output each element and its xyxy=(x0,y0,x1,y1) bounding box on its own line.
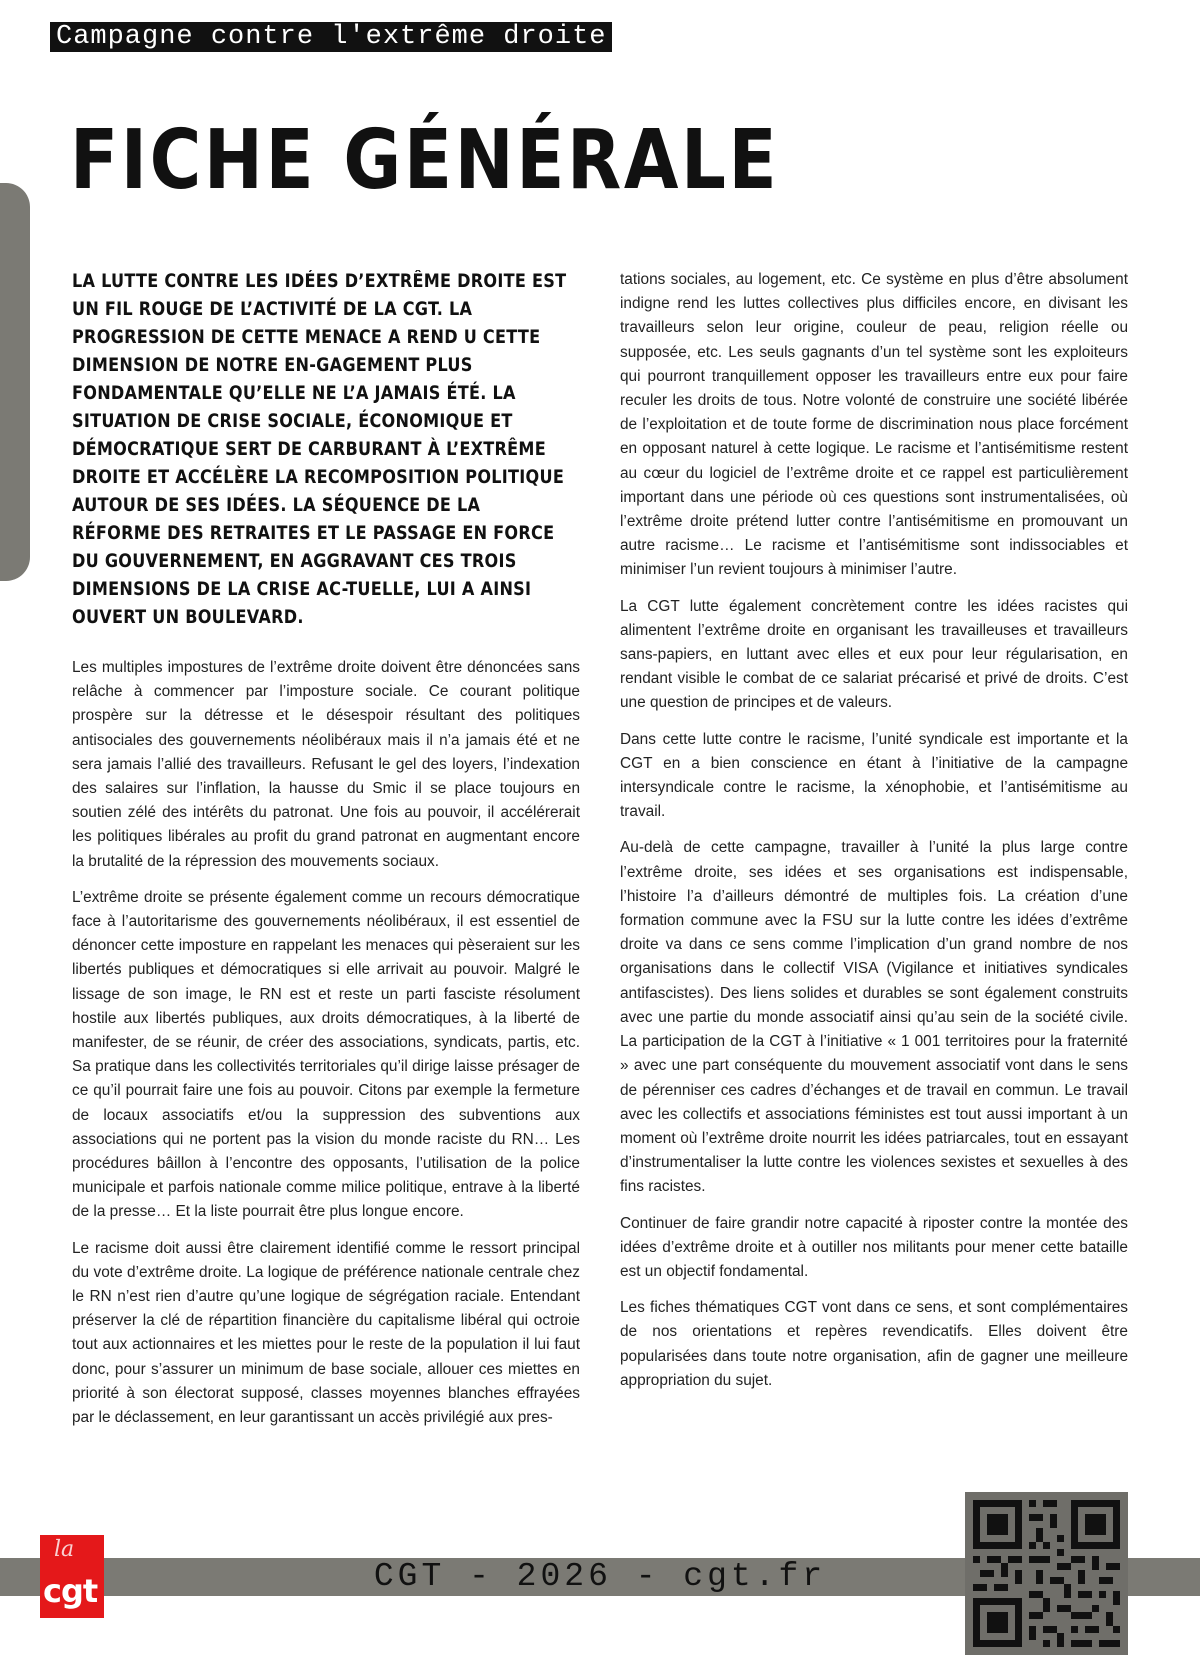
cgt-logo xyxy=(40,1535,104,1618)
body-paragraph: tations sociales, au logement, etc. Ce système en plus d’être absolument indigne rend les luttes collectives plus difficiles encore, en divisant les travailleurs selon leur origine, couleur de peau, religion réelle ou supposée, etc. Les seuls gagnants d’un tel système sont les exploiteurs qui pourront tranquillement opposer les travailleurs entre eux pour faire reculer les droits de tous. Notre volonté de construire une société libérée de l’exploitation et de toute forme de discrimination nous place forcément en opposant naturel à cette logique. Le racisme et l’antisémitisme restent au cœur du logiciel de l’extrême droite et ce rappel est particulièrement important dans une période où ces questions sont instrumentalisées, où l’extrême droite prétend lutter contre l’antisémitisme en promouvant un autre racisme… Le racisme et l’antisémitisme sont indissociables et minimiser l’un revient toujours à minimiser l’autre. xyxy=(620,271,1128,579)
logo-main-text: cgt xyxy=(43,1572,98,1610)
left-column xyxy=(72,268,580,1442)
body-paragraph: Au-delà de cette campagne, travailler à l’unité la plus large contre l’extrême droite, ses idées et ses organisations est indispensable, l’histoire l’a d’ailleurs démontré de multiples fois. La création d’une formation commune avec la FSU sur la lutte contre les idées d’extrême droite va dans ce sens comme l’implication d’un grand nombre de nos organisations dans le collectif VISA (Vigilance et initiatives syndicales antifascistes). Des liens solides et durables se sont également construits avec une partie du monde associatif ainsi qu’au sein de la société civile. La participation de la CGT à l’initiative « 1 001 territoires pour la fraternité » avec une part conséquente du mouvement associatif vont dans le sens de pérenniser ces cadres d’échanges et de travail en commun. Le travail avec les collectifs et associations féministes est tout aussi important à un moment où l’extrême droite nourrit les idées patriarcales, tout en essayant d’instrumentaliser la lutte contre les violences sexistes et sexuelles à des fins racistes. xyxy=(620,839,1128,1196)
body-paragraph: Continuer de faire grandir notre capacité à riposter contre la montée des idées d’extrême droite et à outiller nos militants pour mener cette bataille est un objectif fondamental. xyxy=(620,1214,1128,1280)
body-paragraph: L’extrême droite se présente également comme un recours démocratique face à l’autoritarisme des gouvernements néolibéraux, il est essentiel de dénoncer cette imposture en rappelant les menaces qui pèseraient sur les libertés publiques et démocratiques si elle arrivait au pouvoir. Malgré le lissage de son image, le RN est et reste un parti fasciste résolument hostile aux libertés publiques, aux droits démocratiques, à la liberté de manifester, de se réunir, de créer des associations, syndicats, partis, etc. Sa pratique dans les collectivités territoriales qu’il dirige laisse présager de ce qu’il pourrait faire une fois au pouvoir. Citons par exemple la fermeture de locaux associatifs et/ou la suppression des subventions aux associations qui ne portent pas la vision du monde raciste du RN… Les procédures bâillon à l’encontre des opposants, l’utilisation de la police municipale et parfois nationale comme milice politique, entrave à la liberté de la presse… Et la liste pourrait être plus longue encore. xyxy=(72,888,580,1221)
qr-code-icon xyxy=(965,1492,1128,1655)
right-column xyxy=(620,268,1128,1405)
footer-text: CGT - 2026 - cgt.fr xyxy=(373,1558,827,1595)
page-title: FICHE GÉNÉRALE xyxy=(70,113,780,208)
body-paragraph: Les fiches thématiques CGT vont dans ce sens, et sont complémentaires de nos orientations et repères revendicatifs. Elles doivent être popularisées dans toute notre organisation, afin de gagner une meilleure appropriation du sujet. xyxy=(620,1299,1128,1389)
body-paragraph: Le racisme doit aussi être clairement identifié comme le ressort principal du vote d’extrême droite. La logique de préférence nationale centrale chez le RN n’est rien d’autre qu’une logique de ségrégation raciale. Entendant préserver la clé de répartition financière du capitalisme libéral qui octroie tout aux actionnaires et les miettes pour le reste de la population il lui faut donc, pour s’assurer un minimum de base sociale, allouer ces miettes en priorité à son électorat supposé, classes moyennes blanches effrayées par le déclassement, en leur garantissant un accès privilégié aux pres- xyxy=(72,1239,580,1427)
body-paragraph: Les multiples impostures de l’extrême droite doivent être dénoncées sans relâche à commencer par l’imposture sociale. Ce courant politique prospère sur la détresse et le désespoir résultant des politiques antisociales des gouvernements néolibéraux mais il n’a jamais été et ne sera jamais l’allié des travailleurs. Refusant le gel des loyers, l’indexation des salaires sur l’inflation, la hausse du Smic il se place toujours en soutien zélé des intérêts du patronat. Une fois au pouvoir, il accélérerait les politiques libérales au profit du grand patronat en augmentant encore la brutalité de la répression des mouvements sociaux. xyxy=(72,659,580,870)
body-paragraph: Dans cette lutte contre le racisme, l’unité syndicale est importante et la CGT en a bien conscience en étant à l’initiative de la campagne intersyndicale contre le racisme, la xénophobie, et l’antisémitisme au travail. xyxy=(620,730,1128,821)
body-paragraph: La CGT lutte également concrètement contre les idées racistes qui alimentent l’extrême droite en organisant les travailleuses et travailleurs sans-papiers, en luttant avec elles et eux pour leur régularisation, en rendant visible le combat de ce salariat précarisé et privé de droits. C’est une question de principes et de valeurs. xyxy=(620,597,1128,712)
logo-small-text: la xyxy=(54,1537,75,1562)
side-tab-decoration xyxy=(0,183,30,581)
lead-paragraph: LA LUTTE CONTRE LES IDÉES D’EXTRÊME DROITE EST UN FIL ROUGE DE L’ACTIVITÉ DE LA CGT. LA PROGRESSION DE CETTE MENACE A REND U CETTE DIMENSION DE NOTRE EN-GAGEMENT PLUS FONDAMENTALE QU’ELLE NE L’A JAMAIS ÉTÉ. LA SITUATION DE CRISE SOCIALE, ÉCONOMIQUE ET DÉMOCRATIQUE SERT DE CARBURANT À L’EXTRÊME DROITE ET ACCÉLÈRE LA RECOMPOSITION POLITIQUE AUTOUR DE SES IDÉES. LA SÉQUENCE DE LA RÉFORME DES RETRAITES ET LE PASSAGE EN FORCE DU GOUVERNEMENT, EN AGGRAVANT CES TROIS DIMENSIONS DE LA CRISE AC-TUELLE, LUI A AINSI OUVERT UN BOULEVARD. xyxy=(72,271,567,628)
campaign-banner: Campagne contre l'extrême droite xyxy=(50,22,612,52)
